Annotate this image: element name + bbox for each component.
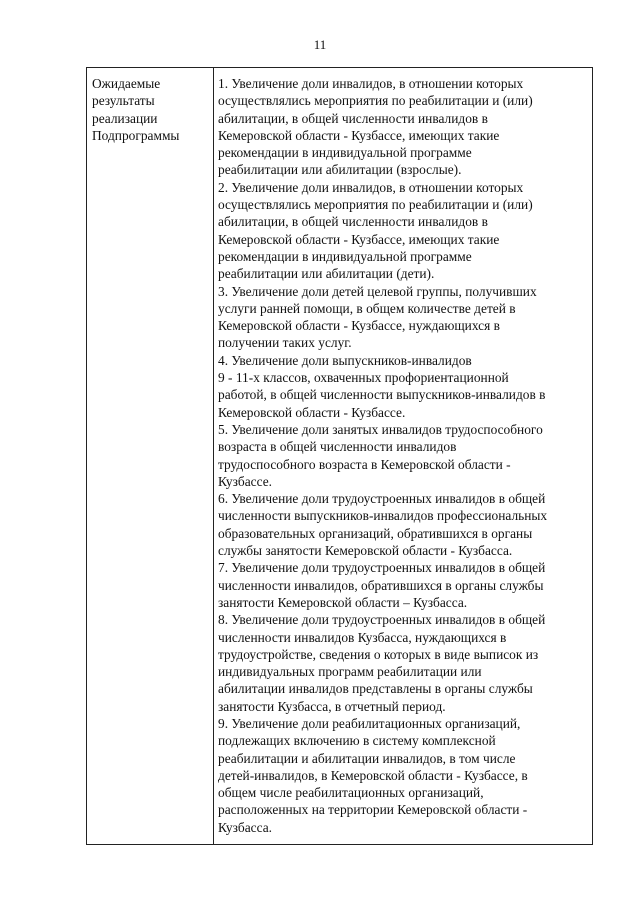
label-cell [92,75,210,144]
content-line: рекомендации в индивидуальной программе [218,145,472,161]
content-line: осуществлялись мероприятия по реабилитации и (или) [218,93,533,109]
content-line: реабилитации или абилитации (дети). [218,266,435,282]
content-line: 4. Увеличение доли выпускников-инвалидов [218,352,472,368]
content-line: Кузбассе. [218,473,273,489]
content-line: расположенных на территории Кемеровской области - [218,802,528,818]
content-line: подлежащих включению в систему комплексной [218,733,496,749]
results-table [86,67,593,845]
content-line: трудоспособного возраста в Кемеровской области - [218,456,511,472]
content-line: абилитации, в общей численности инвалидов в [218,110,488,126]
label-line: результаты [92,93,155,109]
content-line: 7. Увеличение доли трудоустроенных инвалидов в общей [218,560,546,576]
content-line: численности инвалидов Кузбасса, нуждающихся в [218,629,507,645]
content-line: занятости Кемеровской области – Кузбасса. [218,594,468,610]
page-number: 11 [313,37,327,52]
content-line: Кузбасса. [218,819,273,835]
content-line: осуществлялись мероприятия по реабилитации и (или) [218,197,533,213]
content-line: детей-инвалидов, в Кемеровской области - Кузбассе, в [218,767,528,783]
column-divider [213,68,214,844]
content-line: 2. Увеличение доли инвалидов, в отношении которых [218,179,524,195]
content-line: реабилитации и абилитации инвалидов, в том числе [218,750,516,766]
content-cell [218,75,590,836]
content-line: абилитации, в общей численности инвалидов в [218,214,488,230]
content-line: образовательных организаций, обратившихся в органы [218,525,533,541]
content-line: абилитации инвалидов представлены в органы службы [218,681,533,697]
content-line: численности выпускников-инвалидов профессиональных [218,508,548,524]
content-line: занятости Кузбасса, в отчетный период. [218,698,446,714]
content-line: рекомендации в индивидуальной программе [218,248,472,264]
content-line: индивидуальных программ реабилитации или [218,664,482,680]
content-line: 1. Увеличение доли инвалидов, в отношении которых [218,76,524,91]
label-line: реализации [92,110,158,126]
content-line: Кемеровской области - Кузбассе, имеющих такие [218,231,500,247]
content-line: 5. Увеличение доли занятых инвалидов трудоспособного [218,421,543,437]
label-line: Подпрограммы [92,127,180,143]
content-line: 8. Увеличение доли трудоустроенных инвалидов в общей [218,612,546,628]
content-line: общем числе реабилитационных организаций, [218,785,484,801]
label-line: Ожидаемые [92,76,161,91]
content-line: 6. Увеличение доли трудоустроенных инвалидов в общей [218,491,546,507]
content-line: Кемеровской области - Кузбассе, имеющих такие [218,127,500,143]
content-line: численности инвалидов, обратившихся в органы службы [218,577,544,593]
content-line: 9. Увеличение доли реабилитационных организаций, [218,715,521,731]
content-line: получении таких услуг. [218,335,352,351]
content-line: службы занятости Кемеровской области - Кузбасса. [218,543,513,559]
content-line: 9 - 11-х классов, охваченных профориентационной [218,370,509,386]
content-line: услуги ранней помощи, в общем количестве детей в [218,300,516,316]
content-line: Кемеровской области - Кузбассе, нуждающихся в [218,318,500,334]
content-line: Кемеровской области - Кузбассе. [218,404,406,420]
content-line: трудоустройстве, сведения о которых в виде выписок из [218,646,539,662]
content-line: реабилитации или абилитации (взрослые). [218,162,462,178]
content-line: работой, в общей численности выпускников-инвалидов в [218,387,546,403]
content-line: 3. Увеличение доли детей целевой группы, получивших [218,283,537,299]
content-line: возраста в общей численности инвалидов [218,439,457,455]
